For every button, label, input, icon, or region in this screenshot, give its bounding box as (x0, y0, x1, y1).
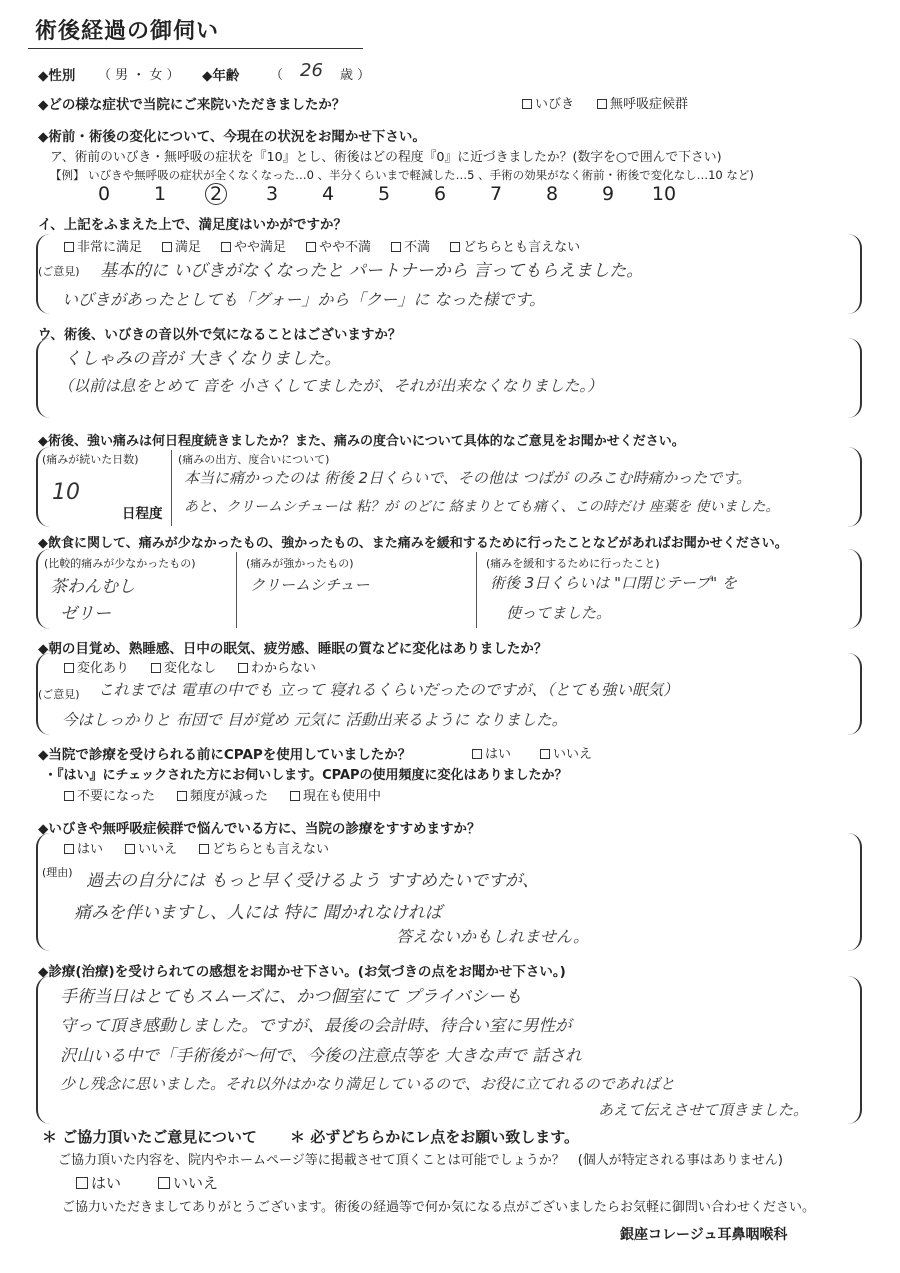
cpap-question: ◆当院で診療を受けられる前にCPAPを使用していましたか？ (38, 747, 412, 763)
checkbox[interactable] (450, 242, 460, 252)
age-value: 26 (300, 60, 323, 81)
checkbox[interactable] (158, 1177, 170, 1189)
clinic-name: 銀座コレージュ耳鼻咽喉科 (620, 1227, 788, 1243)
option-item[interactable] (450, 240, 580, 255)
other-line2: （以前は息をとめて 音を 小さくしてましたが、それが出来なくなりました。） (58, 377, 603, 395)
sex-value: （ 男 ・ 女 ） (98, 68, 180, 83)
morning-line1: これまでは 電車の中でも 立って 寝れるくらいだったのですが、（とても強い眠気） (98, 681, 679, 699)
food-less-label: (比較的痛みが少なかったもの) (44, 557, 196, 570)
change-example: 【例】 いびきや無呼吸の症状が全くなくなった…0 、半分くらいまで軽減した…5 、手術の効果がなく術前・術後で変化なし…10 など) (50, 168, 754, 182)
pain-detail-line1: 本当に痛かったのは 術後 2日くらいで、その他は つばが のみこむ時痛かったです。 (184, 469, 752, 487)
option-label: 現在も使用中 (303, 789, 382, 804)
recommend-bracket-left (36, 833, 52, 951)
food-strong-value: クリームシチュー (250, 576, 370, 594)
recommend-line2: 痛みを伴いますし、人には 特に 聞かれなければ (74, 903, 442, 923)
checkbox[interactable] (125, 844, 135, 854)
option-item[interactable] (162, 240, 201, 255)
consent-heading-2: ＊ 必ずどちらかにレ点をお願い致します。 (290, 1128, 580, 1146)
scale-number[interactable]: 1 (153, 183, 167, 205)
option-label: 頻度が減った (190, 789, 269, 804)
pain-detail-line2: あと、クリームシチューは 粘？が のどに 絡まりとても痛く、この時だけ 座薬を 使いました。 (184, 499, 780, 515)
sex-label: ◆性別 (38, 68, 76, 84)
morning-line2: 今はしっかりと 布団で 目が覚め 元気に 活動出来るように なりました。 (62, 711, 568, 729)
food-less-value2: ゼリー (60, 604, 111, 624)
option-label: わからない (251, 661, 317, 676)
option-label: やや満足 (234, 240, 287, 255)
morning-bracket-right (846, 653, 862, 735)
food-relief-value2: 使ってました。 (506, 604, 612, 622)
food-bracket-right (846, 549, 862, 629)
satisfaction-opinion-line2: いびきがあったとしても「グォー」から「クー」に なった様です。 (62, 290, 546, 309)
food-relief-value1: 術後 3日くらいは "口閉じテープ" を (490, 574, 737, 592)
option-item[interactable] (177, 789, 268, 804)
satisfaction-options (64, 236, 600, 255)
scale-number[interactable]: 10 (651, 183, 677, 205)
morning-question: ◆朝の目覚め、熟睡感、日中の眠気、疲労感、睡眠の質などに変化はありましたか？ (38, 641, 548, 657)
cpap-yes[interactable]: はい (472, 743, 511, 762)
option-label: いいえ (138, 842, 178, 857)
impression-bracket-left (36, 976, 52, 1124)
change-heading: ◆術前・術後の変化について、今現在の状況をお聞かせ下さい。 (38, 129, 426, 145)
satisfaction-question: イ、上記をふまえた上で、満足度はいかがですか？ (38, 217, 348, 233)
option-label: 変化あり (77, 661, 130, 676)
checkbox[interactable] (64, 791, 74, 801)
recommend-reason-label: (理由) (42, 866, 73, 879)
other-bracket-right (846, 338, 862, 418)
page-title: 術後経過の御伺い (35, 19, 220, 44)
cpap-sub-options (64, 785, 403, 804)
checkbox-checked[interactable] (76, 1177, 88, 1189)
age-open: （ (270, 68, 284, 83)
symptom-option-apnea[interactable]: 無呼吸症候群 (597, 93, 688, 112)
option-label: どちらとも言えない (463, 240, 581, 255)
option-item[interactable] (125, 842, 177, 857)
scale-number[interactable]: 9 (601, 183, 615, 205)
option-item[interactable] (64, 842, 103, 857)
option-item[interactable] (64, 789, 155, 804)
scale-selected-circle: 2 (205, 183, 227, 205)
symptom-option-snoring[interactable]: いびき (522, 93, 574, 112)
impression-line3: 沢山いる中で「手術後が〜何で、今後の注意点等を 大きな声で 話され (60, 1046, 582, 1065)
checkbox[interactable] (290, 791, 300, 801)
consent-question: ご協力頂いた内容を、院内やホームページ等に掲載させて頂くことは可能でしょうか？ (個人が特定される事はありません) (58, 1153, 783, 1168)
option-label: どちらとも言えない (212, 842, 330, 857)
option-item[interactable] (64, 661, 129, 676)
option-item[interactable] (221, 240, 286, 255)
morning-options (64, 657, 338, 676)
other-question: ウ、術後、いびきの音以外で気になることはございますか？ (38, 327, 402, 343)
age-label: ◆年齢 (202, 68, 240, 84)
option-label: やや不満 (319, 240, 372, 255)
checkbox-checked[interactable] (540, 749, 550, 759)
pain-days-unit: 日程度 (122, 506, 163, 522)
checkbox[interactable] (221, 242, 231, 252)
food-divider-2 (476, 552, 477, 628)
scale-number[interactable]: 3 (265, 183, 279, 205)
checkbox[interactable] (64, 242, 74, 252)
consent-no[interactable]: いいえ (158, 1172, 218, 1193)
option-label: 変化なし (164, 661, 217, 676)
food-relief-label: (痛みを緩和するために行ったこと) (486, 557, 660, 570)
impression-line5: あえて伝えさせて頂きました。 (598, 1101, 809, 1119)
checkbox[interactable] (238, 663, 248, 673)
option-item[interactable] (290, 789, 381, 804)
food-strong-label: (痛みが強かったもの) (246, 557, 354, 570)
pain-question: ◆術後、強い痛みは何日程度続きましたか？また、痛みの度合いについて具体的なご意見をお聞かせください。 (38, 434, 685, 449)
other-bracket-left (36, 338, 52, 418)
recommend-line1: 過去の自分には もっと早く受けるよう すすめたいですが、 (86, 871, 539, 891)
scale-row (76, 183, 692, 205)
satisfaction-bracket-right (846, 234, 862, 314)
checkbox[interactable] (597, 99, 607, 109)
option-item[interactable] (199, 842, 329, 857)
pain-days-value: 10 (52, 480, 80, 505)
option-label: 不満 (404, 240, 431, 255)
change-question-a: ア、術前のいびき・無呼吸の症状を『10』とし、術後はどの程度『0』に近づきましたか？(数字を○で囲んで下さい) (50, 150, 722, 165)
option-label: 満足 (175, 240, 202, 255)
satisfaction-opinion-line1: 基本的に いびきがなくなったと パートナーから 言ってもらえました。 (100, 261, 644, 281)
recommend-bracket-right (846, 833, 862, 951)
age-close: 歳 ） (340, 68, 371, 83)
checkbox[interactable] (151, 663, 161, 673)
option-item[interactable] (306, 240, 371, 255)
option-item[interactable] (64, 240, 142, 255)
pain-days-label: (痛みが続いた日数) (42, 453, 139, 466)
scale-number[interactable]: 8 (545, 183, 559, 205)
checkbox[interactable] (64, 663, 74, 673)
option-label: 不要になった (77, 789, 156, 804)
checkbox[interactable] (64, 844, 74, 854)
option-label: はい (77, 842, 104, 857)
scale-number[interactable]: 0 (97, 183, 111, 205)
scale-number[interactable]: 6 (433, 183, 447, 205)
food-less-value1: 茶わんむし (50, 577, 135, 597)
morning-opinion-label: (ご意見) (38, 688, 80, 701)
impression-line2: 守って頂き感動しました。ですが、最後の会計時、待合い室に男性が (60, 1016, 572, 1035)
checkbox[interactable] (162, 242, 172, 252)
option-item[interactable] (151, 661, 216, 676)
food-divider-1 (236, 552, 237, 628)
other-line1: くしゃみの音が 大きくなりました。 (64, 349, 342, 369)
consent-yes[interactable]: はい (76, 1172, 121, 1193)
recommend-options (64, 838, 351, 857)
checkbox[interactable] (177, 791, 187, 801)
cpap-no[interactable]: いいえ (540, 743, 592, 762)
food-question: ◆飲食に関して、痛みが少なかったもの、強かったもの、また痛みを緩和するために行ったことなどがあればお聞かせください。 (38, 536, 788, 551)
scale-number[interactable]: 7 (489, 183, 503, 205)
recommend-line3: 答えないかもしれません。 (396, 927, 589, 946)
pain-divider (171, 450, 172, 526)
option-item[interactable] (238, 661, 316, 676)
impression-line4: 少し残念に思いました。それ以外はかなり満足しているので、お役に立てれるのであればと (60, 1075, 675, 1093)
scale-number[interactable]: 5 (377, 183, 391, 205)
checkbox-checked[interactable] (522, 99, 532, 109)
scale-number[interactable] (188, 183, 244, 205)
checkbox[interactable] (391, 242, 401, 252)
checkbox[interactable] (199, 844, 209, 854)
pain-bracket-right (846, 447, 862, 527)
cpap-sub-question: ・『はい』にチェックされた方にお伺いします。CPAPの使用頻度に変化はありましたか？ (44, 768, 568, 783)
consent-heading-1: ＊ ご協力頂いたご意見について (42, 1128, 257, 1146)
satisfaction-opinion-label: (ご意見) (38, 265, 80, 278)
impression-question: ◆診療(治療)を受けられての感想をお聞かせ下さい。(お気づきの点をお聞かせ下さい。) (38, 964, 566, 980)
checkbox[interactable] (306, 242, 316, 252)
title-underline (28, 48, 363, 49)
symptom-question: ◆どの様な症状で当院にご来院いただきましたか？ (38, 97, 346, 113)
scale-number[interactable]: 4 (321, 183, 335, 205)
pain-detail-label: (痛みの出方、度合いについて) (178, 453, 330, 466)
footer-thanks: ご協力いただきましてありがとうございます。術後の経過等で何か気になる点がございましたらお気軽に御問い合わせください。 (62, 1200, 815, 1215)
impression-bracket-right (846, 976, 862, 1124)
option-label: 非常に満足 (77, 240, 143, 255)
checkbox[interactable] (472, 749, 482, 759)
impression-line1: 手術当日はとてもスムーズに、かつ個室にて プライバシーも (60, 987, 522, 1007)
option-item[interactable] (391, 240, 430, 255)
recommend-question: ◆いびきや無呼吸症候群で悩んでいる方に、当院の診療をすすめますか？ (38, 821, 481, 837)
